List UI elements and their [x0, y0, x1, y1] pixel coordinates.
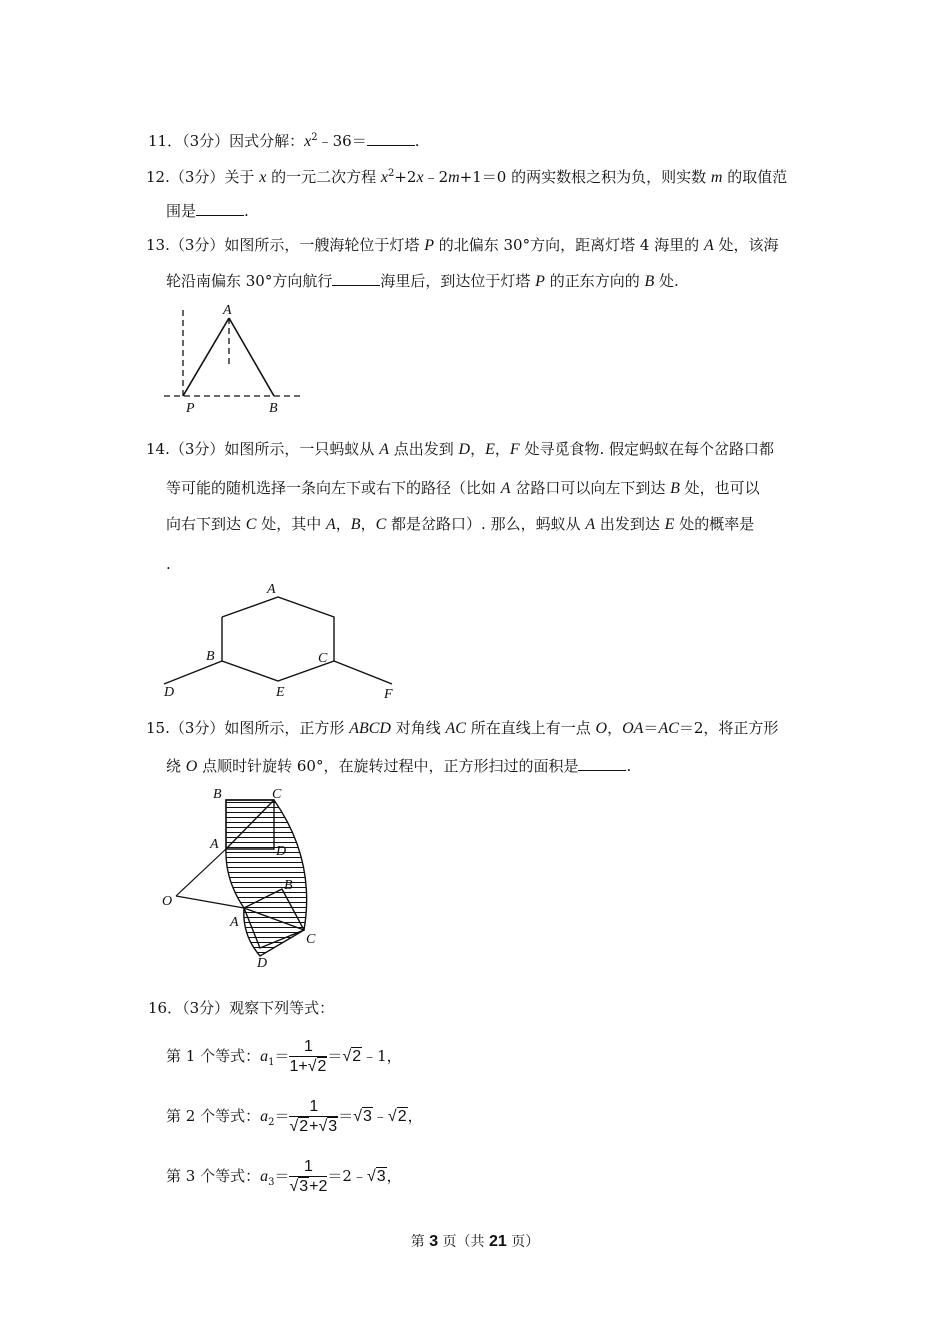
fraction: $\frac{1}{√3+2}$: [289, 1158, 328, 1195]
question-14: 14.（3分）如图所示，一只蚂蚁从 A 点出发到 D，E，F 处寻觅食物. 假定蚂蚁在每个岔路口都: [146, 440, 774, 458]
label-B: B: [206, 649, 215, 664]
question-11: 11．（3分）因式分解：$x^2﹣36=$ .: [148, 132, 420, 150]
label-A-rotated: A: [230, 915, 239, 930]
question-14-line3: 向右下到达 C 处，其中 A，B，C 都是岔路口）. 那么，蚂蚁从 A 出发到达 E 处的概率是: [166, 515, 755, 533]
equation-2: 第 2 个等式：$a_2=$ $\frac{1}{√2+√3}$ ＝√3﹣√2，: [166, 1098, 423, 1135]
question-16: 16．（3分）观察下列等式：: [148, 999, 335, 1017]
page-footer: 第 3 页（共 21 页）: [410, 1233, 540, 1250]
question-14-line2: 等可能的随机选择一条向左下或右下的路径（比如 A 岔路口可以向左下到达 B 处，也可以: [166, 479, 760, 497]
label-C: C: [318, 651, 328, 666]
question-13-line2: 轮沿南偏东 30°方向航行 海里后，到达位于灯塔 P 的正东方向的 B 处.: [166, 272, 679, 290]
label-D-rotated: D: [257, 956, 268, 971]
label-D: D: [276, 844, 287, 859]
label-B: B: [269, 401, 278, 416]
question-12-line2: 围是 .: [166, 202, 249, 220]
ray-OA: [176, 849, 226, 896]
ray-OA-rotated: [176, 896, 244, 908]
label-A: A: [223, 303, 232, 318]
label-A: A: [210, 837, 219, 852]
page-number: 3: [429, 1233, 439, 1250]
total-pages: 21: [489, 1233, 507, 1250]
question-12: 12.（3分）关于 x 的一元二次方程 $x^2+2x﹣2m+1=0$ 的两实数根之积为负，则实数 m 的取值范: [146, 168, 788, 186]
swept-region: [226, 800, 307, 956]
label-B-rotated: B: [284, 878, 293, 893]
label-B: B: [213, 787, 222, 802]
fraction: $\frac{1}{√2+√3}$: [289, 1098, 338, 1135]
label-A: A: [267, 582, 276, 597]
question-14-line4: .: [166, 555, 171, 573]
label-E: E: [276, 685, 285, 700]
question-15: 15.（3分）如图所示，正方形 ABCD 对角线 AC 所在直线上有一点 O，OA＝AC＝2，将正方形: [146, 719, 779, 737]
question-13: 13.（3分）如图所示，一艘海轮位于灯塔 P 的北偏东 30°方向，距离灯塔 4 海里的 A 处，该海: [146, 236, 779, 254]
equation-3: 第 3 个等式：$a_3=$ $\frac{1}{√3+2}$ ＝2﹣√3，: [166, 1158, 402, 1195]
label-D: D: [164, 685, 175, 700]
equation-1: 第 1 个等式：$a_1=$ $\frac{1}{1+√2}$ ＝√2﹣1，: [166, 1038, 402, 1075]
label-O: O: [162, 894, 173, 909]
label-C: C: [272, 787, 282, 802]
question-15-line2: 绕 O 点顺时针旋转 60°，在旋转过程中，正方形扫过的面积是 .: [166, 757, 632, 775]
fraction: $\frac{1}{1+√2}$: [289, 1038, 327, 1075]
label-F: F: [384, 687, 393, 702]
label-P: P: [186, 401, 195, 416]
label-C-rotated: C: [306, 932, 316, 947]
